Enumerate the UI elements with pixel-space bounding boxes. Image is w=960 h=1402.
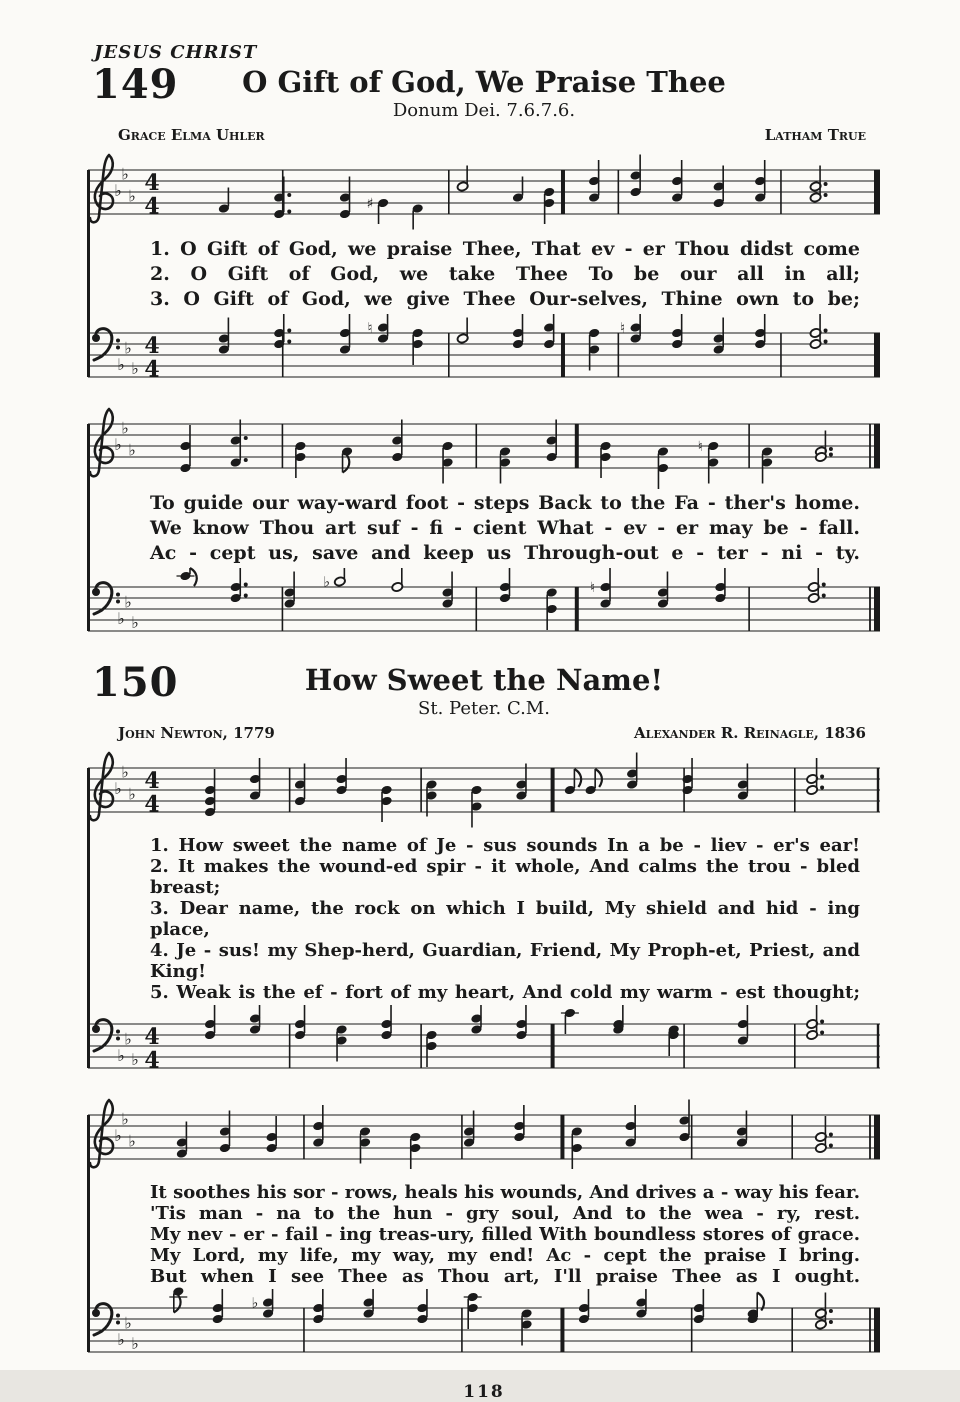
verse-line: It soothes his sor - rows, heals his wounds, And drives a - way his fear. bbox=[150, 1182, 860, 1203]
music-system-150-1 bbox=[88, 748, 880, 1090]
music-system-150-2 bbox=[88, 1095, 880, 1374]
bass-staff-150-2 bbox=[88, 1288, 880, 1374]
hymn-number-150: 150 bbox=[92, 659, 179, 706]
svg-text:♭: ♭ bbox=[323, 574, 331, 591]
svg-text:♭: ♭ bbox=[117, 1046, 125, 1065]
svg-text:♭: ♭ bbox=[114, 435, 122, 454]
tune-meter-150: St. Peter. C.M. bbox=[418, 698, 550, 719]
svg-text:♭: ♭ bbox=[251, 1295, 259, 1312]
svg-text:♭: ♭ bbox=[128, 440, 136, 460]
verse-line: My Lord, my life, my way, my end! Ac - cept the praise I bring. bbox=[150, 1245, 860, 1266]
svg-text:♮: ♮ bbox=[697, 439, 703, 455]
svg-text:♭: ♭ bbox=[124, 592, 132, 612]
svg-text:♭: ♭ bbox=[128, 1131, 136, 1151]
svg-text:♭: ♭ bbox=[121, 1109, 129, 1129]
hymn-150 bbox=[88, 659, 880, 1374]
svg-text:♭: ♭ bbox=[121, 418, 129, 438]
verse-line: To guide our way-ward foot - steps Back to the Fa - ther's home. bbox=[150, 492, 860, 514]
verse-line: Ac - cept us, save and keep us Through-out e - ter - ni - ty. bbox=[150, 542, 860, 564]
verse-line: 2. It makes the wound-ed spir - it whole, And calms the trou - bled breast; bbox=[150, 856, 860, 898]
system-barline bbox=[87, 768, 90, 1068]
svg-text:4: 4 bbox=[144, 193, 160, 220]
section-heading: JESUS CHRIST bbox=[94, 42, 258, 63]
svg-text:♭: ♭ bbox=[117, 1330, 125, 1349]
verse-line: 5. Weak is the ef - fort of my heart, And cold my warm - est thought; bbox=[150, 982, 860, 1003]
svg-text:♭: ♭ bbox=[117, 609, 125, 628]
svg-text:♭: ♭ bbox=[121, 762, 129, 782]
verse-line: 1. O Gift of God, we praise Thee, That ev - er Thou didst come bbox=[150, 238, 860, 260]
treble-staff-149-2 bbox=[88, 404, 880, 490]
author-150: John Newton, 1779 bbox=[118, 724, 275, 742]
svg-text:♭: ♭ bbox=[117, 355, 125, 374]
svg-text:♮: ♮ bbox=[620, 320, 626, 337]
svg-text:4: 4 bbox=[144, 1024, 160, 1050]
verse-line: We know Thou art suf - fi - cient What - ev - er may be - fall. bbox=[150, 517, 860, 539]
system-barline bbox=[87, 424, 90, 631]
svg-text:4: 4 bbox=[144, 1047, 160, 1074]
verse-line: But when I see Thee as Thou art, I'll praise Thee as I ought. bbox=[150, 1266, 860, 1287]
hymn-number-149: 149 bbox=[92, 61, 179, 108]
treble-staff-150-1 bbox=[88, 748, 880, 834]
verse-line: 'Tis man - na to the hun - gry soul, And to the wea - ry, rest. bbox=[150, 1203, 860, 1224]
svg-text:♮: ♮ bbox=[367, 320, 373, 337]
svg-text:♭: ♭ bbox=[114, 181, 122, 200]
verse-line: 2. O Gift of God, we take Thee To be our all in all; bbox=[150, 263, 860, 285]
verse-line: 4. Je - sus! my Shep-herd, Guardian, Friend, My Proph-et, Priest, and King! bbox=[150, 940, 860, 982]
system-barline bbox=[87, 170, 90, 377]
hymn-150-header bbox=[88, 659, 880, 743]
verse-block-149-2 bbox=[150, 491, 860, 566]
hymn-title-150: How Sweet the Name! bbox=[304, 663, 664, 697]
svg-text:♭: ♭ bbox=[131, 1050, 139, 1069]
treble-staff-150-2 bbox=[88, 1095, 880, 1181]
svg-text:4: 4 bbox=[144, 333, 160, 359]
system-barline bbox=[87, 1115, 90, 1352]
bass-staff-150-1 bbox=[88, 1004, 880, 1090]
attribution-row-149 bbox=[118, 125, 866, 145]
author-149: Grace Elma Uhler bbox=[118, 126, 265, 144]
hymn-149-header bbox=[88, 61, 880, 145]
composer-150: Alexander R. Reinagle, 1836 bbox=[634, 724, 866, 742]
attribution-row-150 bbox=[118, 723, 866, 743]
svg-text:♭: ♭ bbox=[114, 779, 122, 798]
svg-text:♭: ♭ bbox=[128, 186, 136, 206]
svg-text:4: 4 bbox=[144, 791, 160, 818]
hymn-149 bbox=[88, 61, 880, 653]
svg-text:♭: ♭ bbox=[131, 1334, 139, 1353]
verse-block-150-2 bbox=[150, 1182, 860, 1287]
bass-staff-149-1 bbox=[88, 313, 880, 399]
svg-text:♭: ♭ bbox=[124, 1313, 132, 1333]
treble-staff-149-1 bbox=[88, 150, 880, 236]
verse-block-150-1 bbox=[150, 835, 860, 1003]
verse-line: 3. O Gift of God, we give Thee Our-selves, Thine own to be; bbox=[150, 288, 860, 310]
verse-line: My nev - er - fail - ing treas-ury, filled With boundless stores of grace. bbox=[150, 1224, 860, 1245]
svg-text:♭: ♭ bbox=[124, 338, 132, 358]
verse-line: 3. Dear name, the rock on which I build, My shield and hid - ing place, bbox=[150, 898, 860, 940]
svg-text:4: 4 bbox=[144, 768, 160, 794]
page-number: 118 bbox=[463, 1382, 505, 1402]
bass-staff-149-2 bbox=[88, 567, 880, 653]
music-system-149-1 bbox=[88, 150, 880, 399]
svg-text:♭: ♭ bbox=[128, 784, 136, 804]
svg-text:4: 4 bbox=[144, 356, 160, 383]
svg-text:♮: ♮ bbox=[590, 580, 596, 596]
tune-meter-149: Donum Dei. 7.6.7.6. bbox=[392, 100, 576, 121]
svg-text:♭: ♭ bbox=[114, 1126, 122, 1145]
svg-text:♭: ♭ bbox=[121, 164, 129, 184]
hymn-title-149: O Gift of God, We Praise Thee bbox=[242, 65, 726, 99]
svg-text:♭: ♭ bbox=[124, 1029, 132, 1049]
music-system-149-2 bbox=[88, 404, 880, 653]
svg-text:♯: ♯ bbox=[366, 196, 374, 212]
svg-text:4: 4 bbox=[144, 170, 160, 196]
svg-text:♭: ♭ bbox=[131, 359, 139, 378]
svg-text:♭: ♭ bbox=[131, 613, 139, 632]
verse-line: 1. How sweet the name of Je - sus sounds In a be - liev - er's ear! bbox=[150, 835, 860, 856]
composer-149: Latham True bbox=[764, 126, 866, 144]
verse-block-149-1 bbox=[150, 237, 860, 312]
